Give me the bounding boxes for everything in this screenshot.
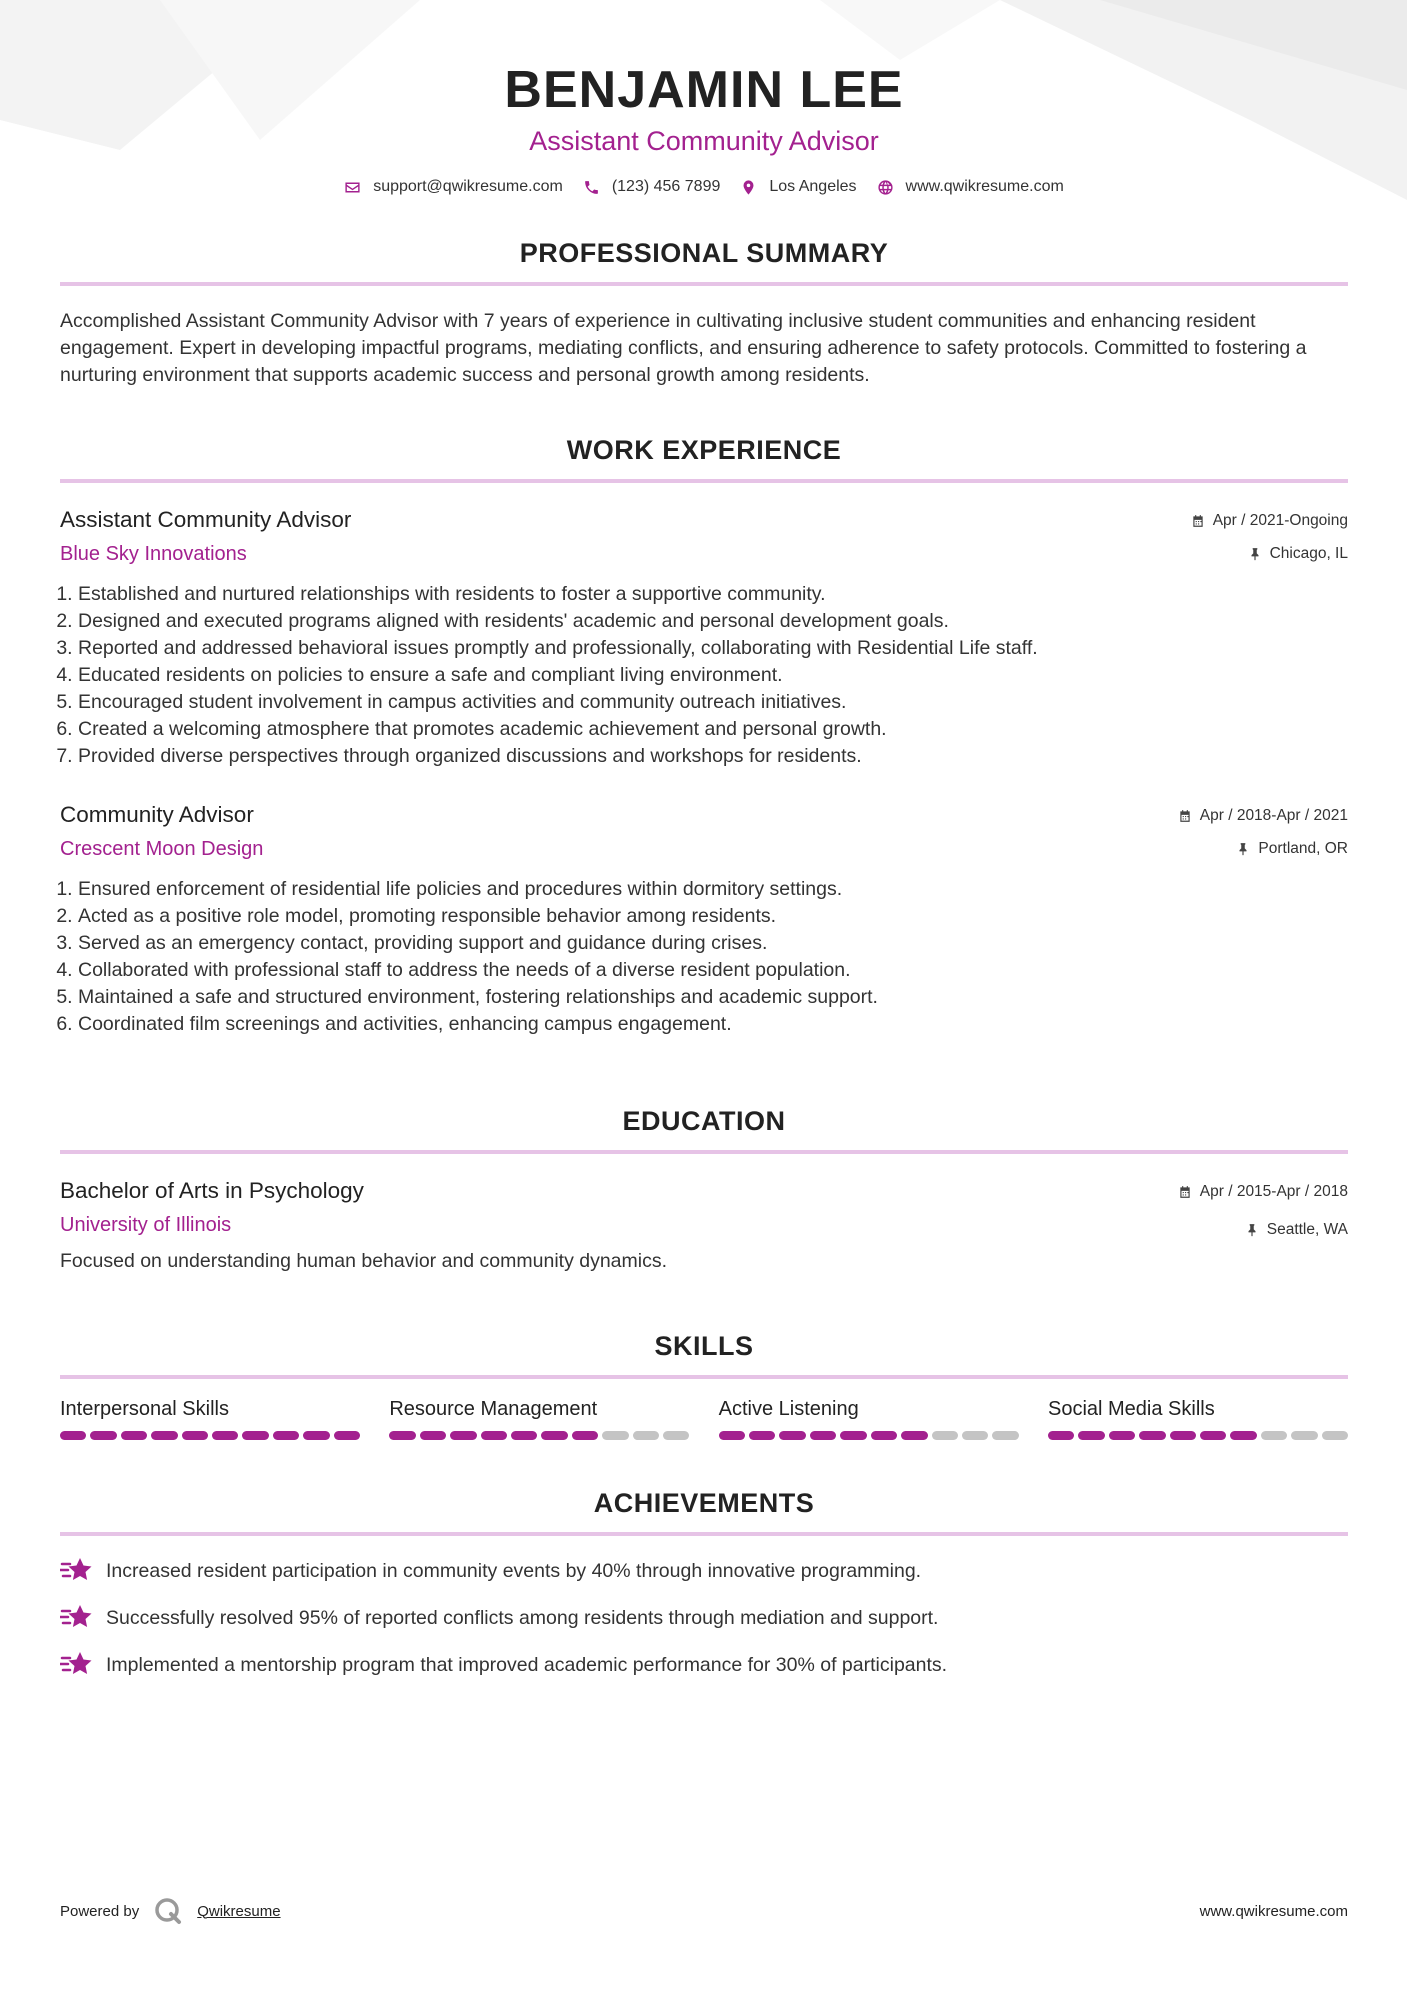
skill-item (60, 1395, 360, 1440)
pushpin-icon (1236, 842, 1250, 856)
powered-by-label: Powered by (60, 1902, 140, 1920)
achievement-text: Implemented a mentorship program that improved academic performance for 30% of participants. (106, 1653, 948, 1676)
contact-location-text: Los Angeles (769, 178, 857, 195)
skill-level-segment (450, 1431, 476, 1440)
skill-name: Active Listening (718, 1398, 859, 1420)
section-divider (60, 1375, 1348, 1379)
skill-level-segment (749, 1431, 775, 1440)
pushpin-icon (1245, 1223, 1259, 1237)
resume-header (60, 0, 1348, 196)
skill-level-segment (901, 1431, 927, 1440)
achievements-section (60, 1486, 1348, 1680)
job-bullets (60, 581, 1348, 770)
globe-icon (877, 179, 894, 196)
contact-location (740, 178, 856, 196)
skill-level-segment (182, 1431, 208, 1440)
achievement-item (60, 1603, 1348, 1633)
skill-item (719, 1395, 1019, 1440)
experience-heading: WORK EXPERIENCE (566, 435, 842, 465)
skill-item (1048, 1395, 1348, 1440)
skills-list (60, 1395, 1348, 1440)
achievement-item (60, 1650, 1348, 1680)
job-bullets (60, 876, 1348, 1038)
job-dates: Apr / 2021-Ongoing (1212, 512, 1348, 529)
contact-website[interactable] (877, 178, 1064, 196)
phone-icon (583, 179, 600, 196)
skill-level-segment (242, 1431, 268, 1440)
skill-level-segment (389, 1431, 415, 1440)
list-item: 6. Coordinated film screenings and activities, enhancing campus engagement. (78, 1011, 1348, 1038)
skill-name: Resource Management (389, 1398, 598, 1420)
candidate-title: Assistant Community Advisor (529, 126, 879, 156)
skill-level-segment (871, 1431, 897, 1440)
brand-link[interactable]: Qwikresume (197, 1902, 281, 1920)
skill-level-segment (810, 1431, 836, 1440)
skill-level-segment (60, 1431, 86, 1440)
calendar-icon (1178, 809, 1192, 823)
job-location: Portland, OR (1258, 840, 1348, 857)
skill-level-segment (663, 1431, 689, 1440)
education-entry (60, 1176, 1348, 1275)
skill-level-segment (1322, 1431, 1348, 1440)
skill-level-segment (719, 1431, 745, 1440)
education-location: Seattle, WA (1266, 1221, 1348, 1238)
list-item: 1. Established and nurtured relationships with residents to foster a supportive community. (78, 581, 1348, 608)
job-dates: Apr / 2018-Apr / 2021 (1199, 807, 1348, 824)
education-heading: EDUCATION (622, 1106, 786, 1136)
list-item: 2. Acted as a positive role model, promoting responsible behavior among residents. (78, 903, 1348, 930)
list-item: 5. Encouraged student involvement in campus activities and community outreach initiatives. (78, 689, 1348, 716)
skill-level-segment (779, 1431, 805, 1440)
skill-level-bar (719, 1431, 1019, 1440)
education-dates: Apr / 2015-Apr / 2018 (1199, 1183, 1348, 1200)
skills-heading: SKILLS (654, 1331, 754, 1361)
job-role: Community Advisor (60, 802, 254, 827)
contact-email[interactable] (344, 178, 563, 196)
skill-level-segment (633, 1431, 659, 1440)
shooting-star-icon (60, 1650, 94, 1680)
calendar-icon (1191, 514, 1205, 528)
skill-level-segment (1230, 1431, 1256, 1440)
skill-level-segment (481, 1431, 507, 1440)
skill-level-segment (1261, 1431, 1287, 1440)
skill-level-segment (1078, 1431, 1104, 1440)
skill-level-segment (572, 1431, 598, 1440)
job-location: Chicago, IL (1269, 545, 1348, 562)
envelope-icon (344, 179, 361, 196)
achievement-item (60, 1556, 1348, 1586)
section-divider (60, 1150, 1348, 1154)
section-divider (60, 1532, 1348, 1536)
list-item: 1. Ensured enforcement of residential life policies and procedures within dormitory settings. (78, 876, 1348, 903)
skill-level-segment (1291, 1431, 1317, 1440)
list-item: 4. Educated residents on policies to ensure a safe and compliant living environment. (78, 662, 1348, 689)
skill-level-segment (1109, 1431, 1135, 1440)
calendar-icon (1178, 1185, 1192, 1199)
achievements-heading: ACHIEVEMENTS (593, 1488, 815, 1518)
list-item: 4. Collaborated with professional staff to address the needs of a diverse resident population. (78, 957, 1348, 984)
skill-level-bar (1048, 1431, 1348, 1440)
skill-level-segment (121, 1431, 147, 1440)
skill-level-segment (1200, 1431, 1226, 1440)
skill-level-segment (1170, 1431, 1196, 1440)
skill-name: Social Media Skills (1047, 1398, 1215, 1420)
skill-level-segment (840, 1431, 866, 1440)
education-degree: Bachelor of Arts in Psychology (60, 1178, 364, 1203)
skill-level-bar (60, 1431, 360, 1440)
achievements-list (60, 1556, 1348, 1680)
skill-level-segment (90, 1431, 116, 1440)
list-item: 7. Provided diverse perspectives through organized discussions and workshops for residents. (78, 743, 1348, 770)
section-divider (60, 282, 1348, 286)
candidate-name: BENJAMIN LEE (504, 61, 904, 119)
qwikresume-logo-icon (153, 1896, 183, 1926)
skill-level-segment (212, 1431, 238, 1440)
list-item: 6. Created a welcoming atmosphere that promotes academic achievement and personal growth. (78, 716, 1348, 743)
shooting-star-icon (60, 1556, 94, 1586)
education-section (60, 1104, 1348, 1275)
summary-text: Accomplished Assistant Community Advisor with 7 years of experience in cultivating inclusive student communities and enhancing resident engagement. Expert in developing impactful programs, mediating conflicts, and ensuring adherence to safety protocols. Committed to fostering a nurturing environment that supports academic success and personal growth among residents. (60, 310, 1307, 386)
summary-heading: PROFESSIONAL SUMMARY (519, 238, 889, 268)
list-item: 3. Reported and addressed behavioral issues promptly and professionally, collaborating with Residential Life staff. (78, 635, 1348, 662)
job-entry (60, 505, 1348, 770)
page-footer (60, 1896, 1348, 1926)
contact-phone[interactable] (583, 178, 721, 196)
skill-level-segment (334, 1431, 360, 1440)
skill-level-segment (511, 1431, 537, 1440)
skill-level-segment (962, 1431, 988, 1440)
skill-item (389, 1395, 689, 1440)
skill-name: Interpersonal Skills (60, 1398, 229, 1420)
section-divider (60, 479, 1348, 483)
skill-level-segment (273, 1431, 299, 1440)
skills-section (60, 1329, 1348, 1440)
achievement-text: Successfully resolved 95% of reported conflicts among residents through mediation and support. (106, 1606, 939, 1629)
achievement-text: Increased resident participation in community events by 40% through innovative programming. (106, 1559, 922, 1582)
list-item: 3. Served as an emergency contact, providing support and guidance during crises. (78, 930, 1348, 957)
contact-info (60, 178, 1348, 196)
contact-email-text: support@qwikresume.com (373, 178, 563, 195)
skill-level-segment (151, 1431, 177, 1440)
map-pin-icon (740, 179, 757, 196)
list-item: 2. Designed and executed programs aligned with residents' academic and personal development goals. (78, 608, 1348, 635)
contact-phone-text: (123) 456 7899 (611, 178, 721, 195)
list-item: 5. Maintained a safe and structured environment, fostering relationships and academic support. (78, 984, 1348, 1011)
pushpin-icon (1248, 547, 1262, 561)
skill-level-segment (1139, 1431, 1165, 1440)
job-role: Assistant Community Advisor (60, 507, 352, 532)
education-school: University of Illinois (60, 1214, 232, 1236)
job-company: Blue Sky Innovations (60, 543, 247, 565)
job-company: Crescent Moon Design (60, 838, 264, 860)
experience-section (60, 433, 1348, 1038)
summary-section (60, 236, 1348, 389)
skill-level-segment (420, 1431, 446, 1440)
footer-website-link[interactable]: www.qwikresume.com (1199, 1902, 1348, 1920)
education-description: Focused on understanding human behavior and community dynamics. (60, 1250, 668, 1272)
resume-page (60, 0, 1348, 1697)
skill-level-segment (992, 1431, 1018, 1440)
skill-level-bar (389, 1431, 689, 1440)
shooting-star-icon (60, 1603, 94, 1633)
skill-level-segment (541, 1431, 567, 1440)
skill-level-segment (602, 1431, 628, 1440)
skill-level-segment (932, 1431, 958, 1440)
skill-level-segment (1048, 1431, 1074, 1440)
job-entry (60, 800, 1348, 1038)
skill-level-segment (303, 1431, 329, 1440)
contact-website-text: www.qwikresume.com (905, 178, 1064, 195)
